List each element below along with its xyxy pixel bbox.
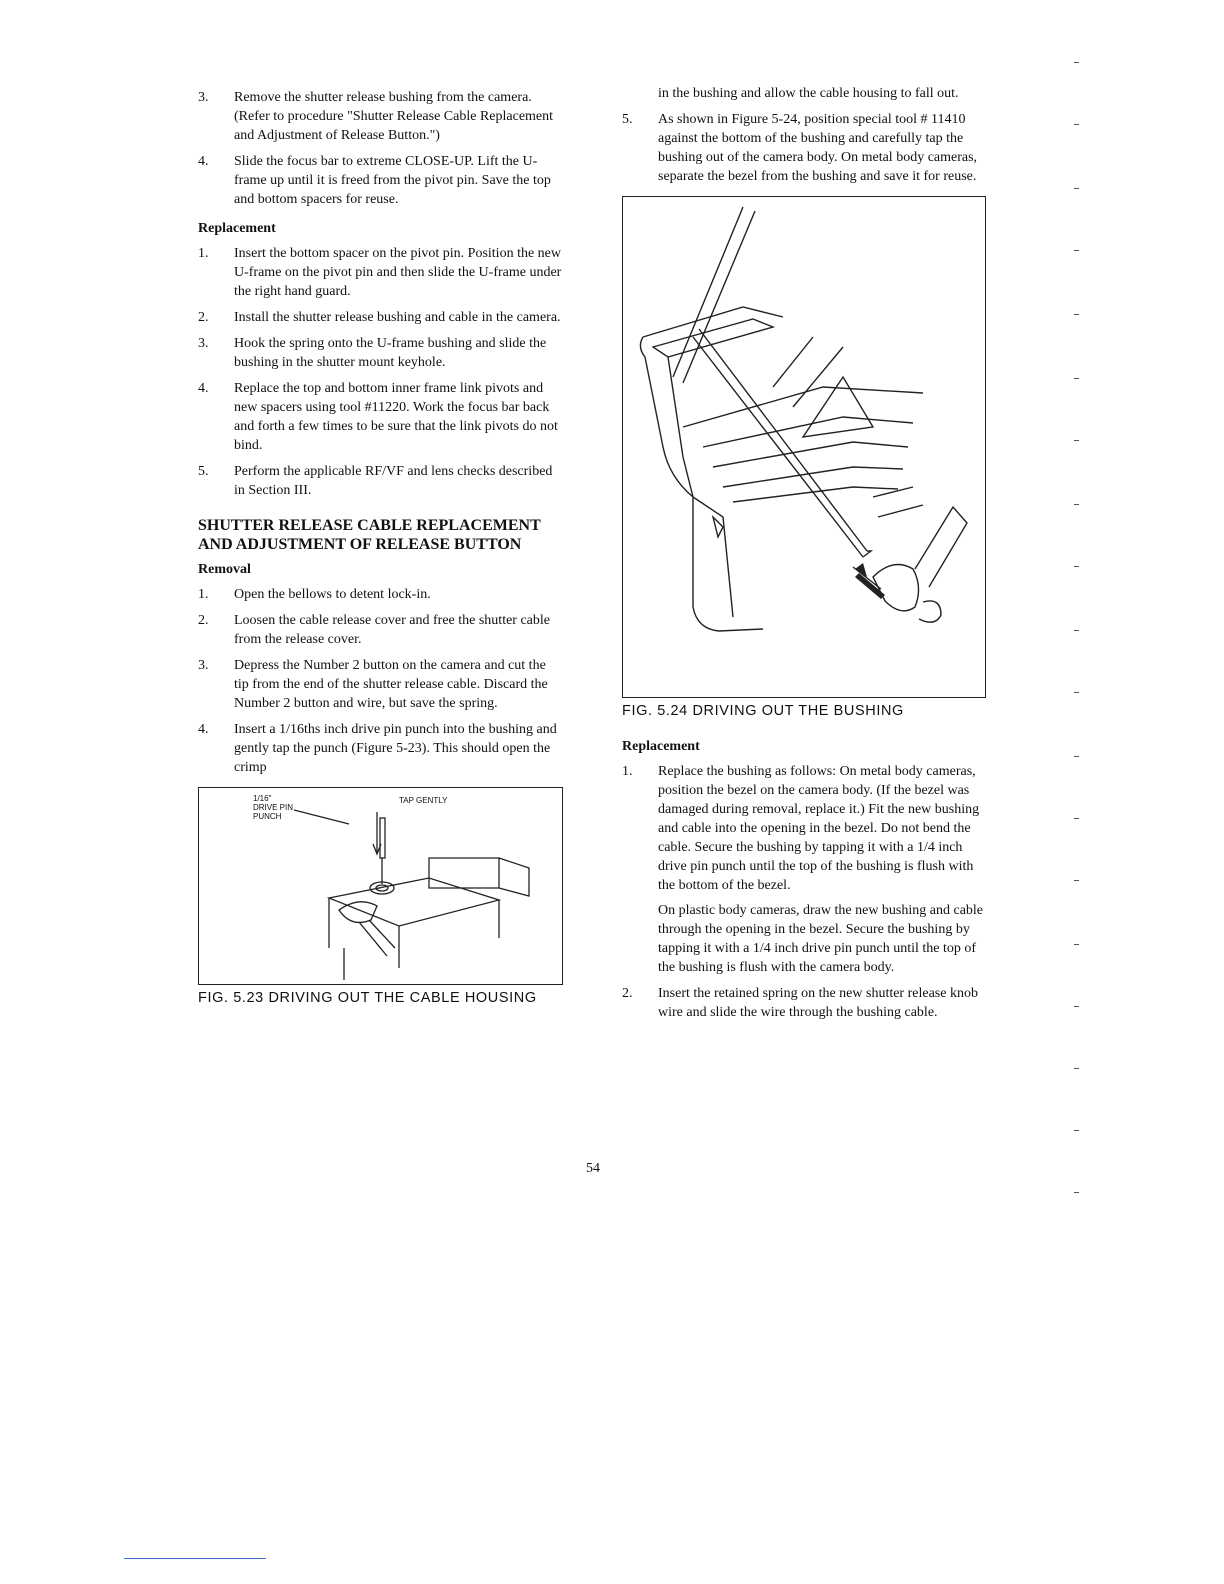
- margin-mark: [1074, 880, 1079, 881]
- bottom-rule: [124, 1558, 266, 1559]
- replacement-heading: Replacement: [622, 739, 700, 754]
- list-item: [198, 308, 563, 327]
- item-number: 4.: [198, 722, 209, 737]
- item-text: Replace the top and bottom inner frame link pivots and new spacers using tool #11220. Work the focus bar back and forth a few times to be sure that the link pivots do not bind.: [234, 381, 558, 453]
- item-number: 3.: [198, 336, 209, 351]
- item-number: 3.: [198, 658, 209, 673]
- figure-caption: FIG. 5.24 DRIVING OUT THE BUSHING: [622, 703, 904, 719]
- item-number: 4.: [198, 381, 209, 396]
- item-text: Install the shutter release bushing and cable in the camera.: [234, 310, 561, 325]
- item-number: 3.: [198, 90, 209, 105]
- list-item: [198, 656, 563, 713]
- page-number: 54: [586, 1161, 600, 1176]
- margin-mark: [1074, 630, 1079, 631]
- left-column: [198, 88, 563, 1008]
- figure-5-24: [622, 196, 986, 698]
- item-text: Slide the focus bar to extreme CLOSE-UP. Lift the U-frame up until it is freed from the pivot pin. Save the top and bottom spacers for reuse.: [234, 154, 551, 207]
- cable-housing: [359, 920, 395, 956]
- punch-label-line: DRIVE PIN: [253, 803, 294, 812]
- item-number: 2.: [622, 986, 633, 1001]
- body-block: [429, 858, 499, 888]
- right-column: [622, 84, 992, 1029]
- removal-heading: Removal: [198, 562, 251, 577]
- list-item-paragraph: On plastic body cameras, draw the new bushing and cable through the opening in the bezel. Secure the bushing by tapping it with a 1/4 inch drive pin punch until the top of the bushing is flush with the camera body.: [658, 903, 984, 975]
- drive-pin-illustration: [199, 788, 561, 982]
- replacement-heading: Replacement: [198, 221, 276, 236]
- section-heading-line: AND ADJUSTMENT OF RELEASE BUTTON: [198, 536, 522, 553]
- list-item: [622, 984, 992, 1022]
- item-text: Replace the bushing as follows: On metal body cameras, position the bezel on the camera body. (If the bezel was damaged during removal, replace it.) Fit the new bushing and cable into the opening in the bezel. Do not bend the cable. Secure the bushing by tapping it with a 1/4 inch drive pin punch until the top of the bushing is flush with the bottom of the bezel.: [658, 764, 980, 893]
- list-item: [622, 762, 992, 895]
- item-text: Insert a 1/16ths inch drive pin punch into the bushing and gently tap the punch (Figure 5-23). This should open the crimp: [234, 722, 557, 775]
- item-text: Loosen the cable release cover and free the shutter cable from the release cover.: [234, 613, 550, 647]
- item-text: Perform the applicable RF/VF and lens checks described in Section III.: [234, 464, 553, 498]
- bezel-bracket: [803, 377, 873, 437]
- margin-mark: [1074, 188, 1079, 189]
- item-text: Depress the Number 2 button on the camera and cut the tip from the end of the shutter release cable. Discard the Number 2 button and wire, but save the spring.: [234, 658, 548, 711]
- margin-mark: [1074, 124, 1079, 125]
- margin-mark: [1074, 314, 1079, 315]
- item-number: 1.: [198, 587, 209, 602]
- motion-lines: [873, 487, 923, 517]
- tap-gently-label: TAP GENTLY: [399, 796, 448, 805]
- continuation-text: in the bushing and allow the cable housing to fall out.: [658, 86, 959, 101]
- item-number: 5.: [622, 112, 633, 127]
- item-text: Insert the bottom spacer on the pivot pin. Position the new U-frame on the pivot pin and then slide the U-frame under the right hand guard.: [234, 246, 562, 299]
- margin-mark: [1074, 504, 1079, 505]
- figure-5-23: [198, 787, 563, 985]
- punch-label-line: PUNCH: [253, 812, 282, 821]
- margin-mark: [1074, 818, 1079, 819]
- direction-arrow-shaft: [855, 573, 885, 599]
- list-item: [198, 244, 563, 301]
- item-number: 5.: [198, 464, 209, 479]
- list-item: [622, 110, 992, 186]
- camera-body-top: [329, 878, 499, 926]
- margin-mark: [1074, 566, 1079, 567]
- margin-mark: [1074, 1006, 1079, 1007]
- list-item: [198, 152, 563, 209]
- margin-mark: [1074, 62, 1079, 63]
- margin-mark: [1074, 1068, 1079, 1069]
- item-number: 4.: [198, 154, 209, 169]
- section-heading-line: SHUTTER RELEASE CABLE REPLACEMENT: [198, 517, 541, 534]
- bushing-illustration: [623, 197, 985, 697]
- inner-frame-struts: [773, 337, 843, 407]
- margin-mark: [1074, 1130, 1079, 1131]
- item-text: Hook the spring onto the U-frame bushing and slide the bushing in the shutter mount keyhole.: [234, 336, 547, 370]
- latch-triangle: [713, 517, 723, 537]
- list-item: [198, 379, 563, 455]
- item-number: 1.: [622, 764, 633, 779]
- item-text: Open the bellows to detent lock-in.: [234, 587, 431, 602]
- margin-mark: [1074, 250, 1079, 251]
- item-text: Insert the retained spring on the new shutter release knob wire and slide the wire through the bushing cable.: [658, 986, 978, 1020]
- hammer-handle: [915, 507, 967, 587]
- item-text: As shown in Figure 5-24, position special tool # 11410 against the bottom of the bushing and carefully tap the bushing out of the camera body. On metal body cameras, separate the bezel from the bushing and save it for reuse.: [658, 112, 978, 184]
- tool-shaft-upper: [673, 207, 755, 383]
- list-item: [198, 611, 563, 649]
- punch-leader-line: [294, 810, 349, 824]
- margin-mark: [1074, 756, 1079, 757]
- margin-mark: [1074, 378, 1079, 379]
- margin-mark: [1074, 1192, 1079, 1193]
- list-item: [198, 585, 563, 604]
- list-item: [198, 720, 563, 777]
- margin-mark: [1074, 944, 1079, 945]
- list-item: [198, 88, 563, 145]
- margin-mark: [1074, 440, 1079, 441]
- punch-handle: [380, 818, 385, 858]
- item-number: 2.: [198, 310, 209, 325]
- camera-top-rim: [653, 319, 773, 357]
- item-number: 2.: [198, 613, 209, 628]
- section-heading: [198, 516, 563, 554]
- item-number: 1.: [198, 246, 209, 261]
- punch-label-line: 1/16": [253, 794, 272, 803]
- list-item: [198, 462, 563, 500]
- figure-caption: FIG. 5.23 DRIVING OUT THE CABLE HOUSING: [198, 990, 537, 1006]
- item-text: Remove the shutter release bushing from the camera. (Refer to procedure "Shutter Release Cable Replacement and Adjustment of Release Button."): [234, 90, 554, 143]
- margin-mark: [1074, 692, 1079, 693]
- list-item: [198, 334, 563, 372]
